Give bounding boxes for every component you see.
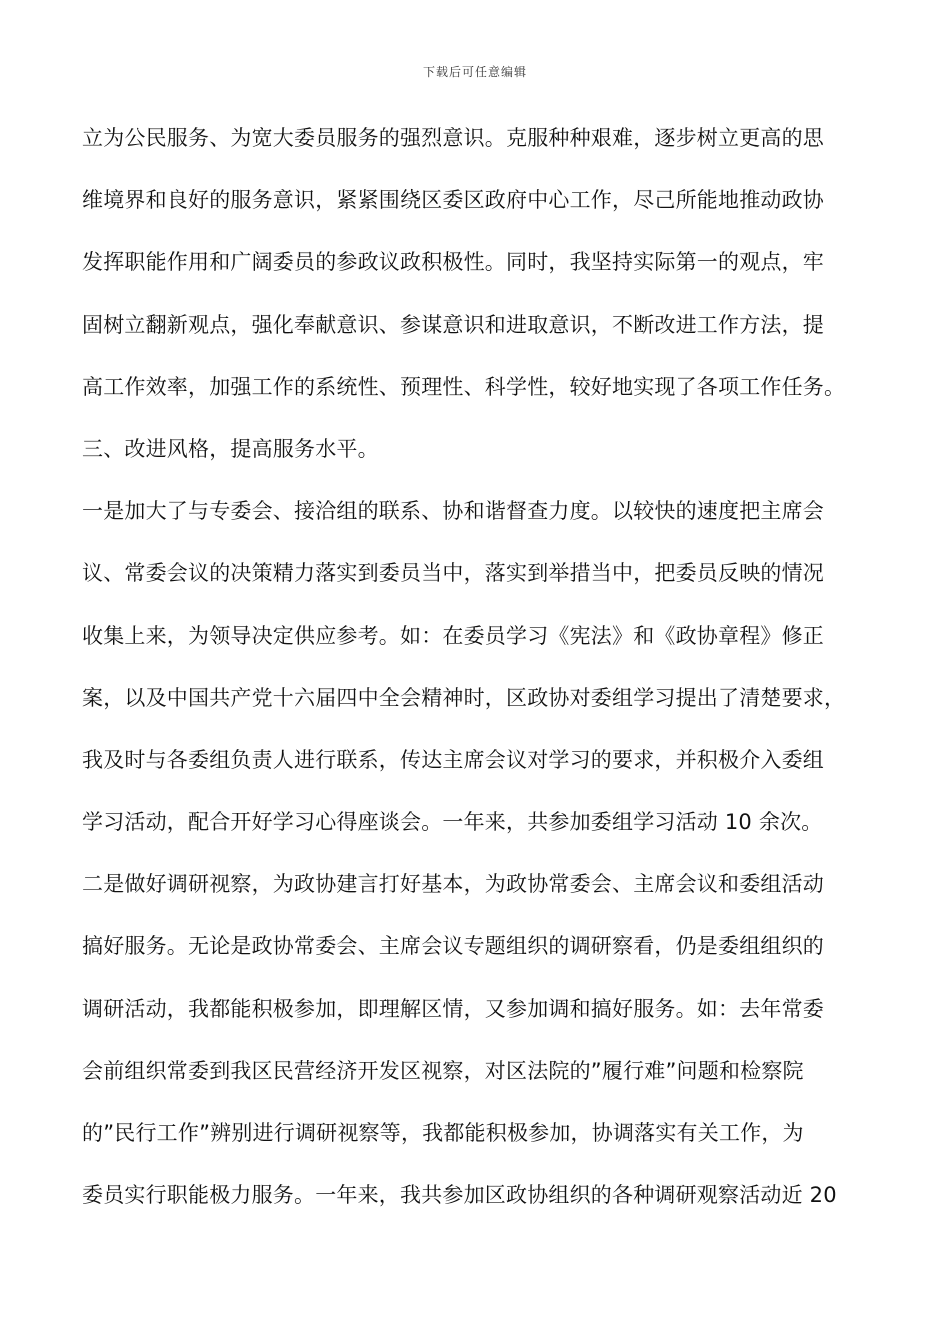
text-line: 学习活动，配合开好学习心得座谈会。一年来，共参加委组学习活动 10 余次。 [82,810,823,835]
text-line: 委员实行职能极力服务。一年来，我共参加区政协组织的各种调研观察活动近 20 [82,1183,837,1208]
text-line: 高工作效率，加强工作的系统性、预理性、科学性，较好地实现了各项工作任务。 [82,374,846,399]
text-line: 立为公民服务、为宽大委员服务的强烈意识。克服种种艰难，逐步树立更高的思 [82,126,824,150]
text-line: 的”民行工作”辨别进行调研视察等，我都能积极参加，协调落实有关工作，为 [82,1121,804,1145]
page-header: 下载后可任意编辑 [422,65,527,79]
text-line: 搞好服务。无论是政协常委会、主席会议专题组织的调研察看，仍是委组组织的 [82,934,824,959]
text-line: 议、常委会议的决策精力落实到委员当中，落实到举措当中，把委员反映的情况 [82,561,824,586]
text-line: 二是做好调研视察，为政协建言打好基本，为政协常委会、主席会议和委组活动 [82,872,824,897]
text-line: 一是加大了与专委会、接洽组的联系、协和谐督查力度。以较快的速度把主席会 [82,499,824,524]
text-line: 调研活动，我都能积极参加，即理解区情，又参加调和搞好服务。如：去年常委 [82,996,824,1021]
section-heading: 三、改进风格，提高服务水平。 [82,436,379,461]
text-line: 我及时与各委组负责人进行联系，传达主席会议对学习的要求，并积极介入委组 [82,747,824,772]
text-line: 固树立翻新观点，强化奉献意识、参谋意识和进取意识，不断改进工作方法，提 [82,312,824,337]
text-line: 案，以及中国共产党十六届四中全会精神时，区政协对委组学习提出了清楚要求， [82,685,846,710]
text-line: 维境界和良好的服务意识，紧紧围绕区委区政府中心工作，尽己所能地推动政协 [82,188,824,213]
text-line: 发挥职能作用和广阔委员的参政议政积极性。同时，我坚持实际第一的观点，牢 [82,250,824,275]
text-line: 会前组织常委到我区民营经济开发区视察，对区法院的”履行难”问题和检察院 [82,1058,804,1083]
document-body [82,118,882,1237]
text-line: 收集上来，为领导决定供应参考。如：在委员学习《宪法》和《政协章程》修正 [82,623,824,648]
